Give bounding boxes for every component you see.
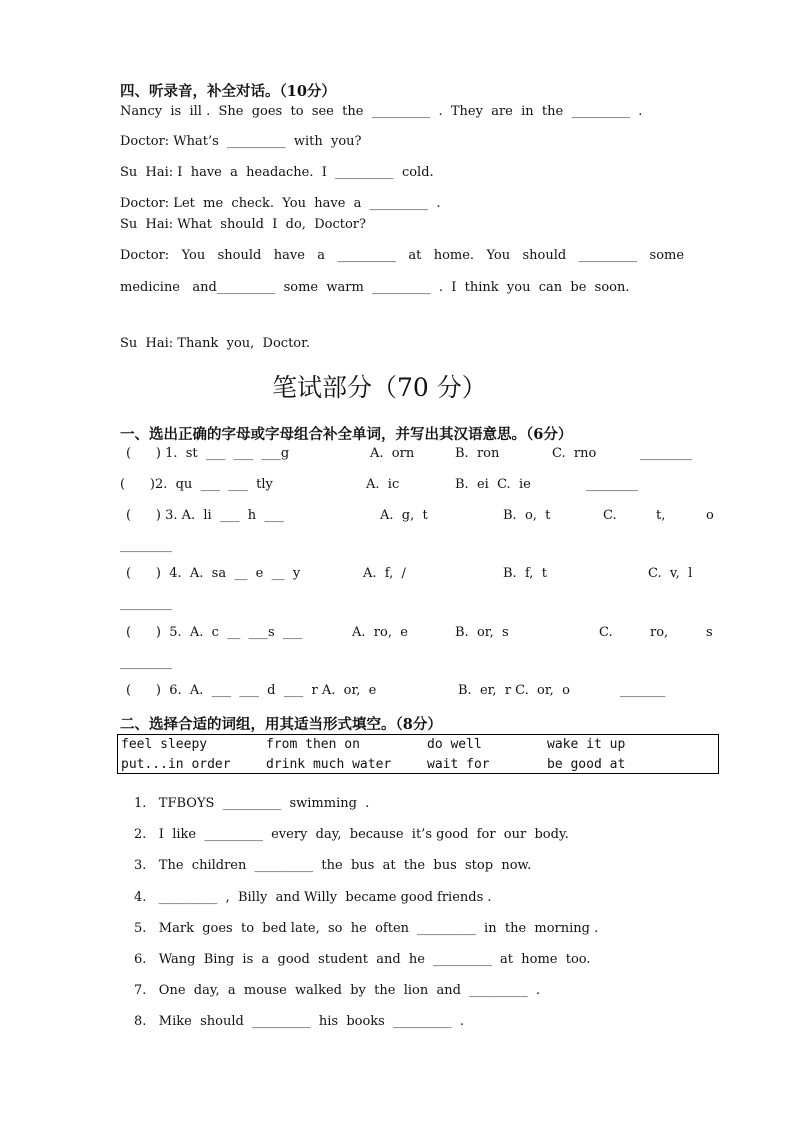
q3-option-c-part2: o: [706, 508, 714, 523]
page-title: 笔试部分（70 分）: [272, 373, 487, 402]
phrase-item: wait for: [427, 757, 490, 772]
list-item: 8. Mike should _________ his books _________ .: [134, 1014, 465, 1029]
q4-stem: ( ) 4. A. sa __ e __ y: [126, 566, 301, 581]
q1-stem: ( ) 1. st ___ ___ ___g: [126, 446, 290, 461]
q2-option-a: A. ic: [366, 477, 400, 492]
q3-stem: ( ) 3. A. li ___ h ___: [126, 508, 284, 523]
q2-answer-blank: ________: [586, 477, 638, 492]
list-item: 6. Wang Bing is a good student and he _________ at home too.: [134, 952, 591, 967]
dialogue-line-1: Nancy is ill . She goes to see the _________ . They are in the _________ .: [120, 104, 643, 119]
q5-answer-blank: ________: [120, 655, 172, 670]
list-item: 2. I like _________ every day, because it’s good for our body.: [134, 827, 569, 842]
q4-option-a: A. f, /: [363, 566, 406, 581]
q5-option-c: C.: [599, 625, 613, 640]
q6-answer-blank: _______: [620, 683, 666, 698]
dialogue-line-2: Doctor: What’s _________ with you?: [120, 134, 362, 149]
q3-option-c: C.: [603, 508, 617, 523]
dialogue-line-7: medicine and_________ some warm _________ . I think you can be soon.: [120, 280, 630, 295]
phrase-item: wake it up: [547, 737, 626, 752]
dialogue-line-5: Su Hai: What should I do, Doctor?: [120, 217, 366, 232]
q4-option-b: B. f, t: [503, 566, 547, 581]
q6-option-bc: B. er, r C. or, o: [458, 683, 570, 698]
q4-option-c: C. v, l: [648, 566, 693, 581]
q3-option-b: B. o, t: [503, 508, 551, 523]
dialogue-line-8: Su Hai: Thank you, Doctor.: [120, 336, 311, 351]
phrase-bank-box: [117, 734, 719, 774]
q3-option-c-part1: t,: [656, 508, 666, 523]
list-item: 3. The children _________ the bus at the bus stop now.: [134, 858, 532, 873]
q1-answer-blank: ________: [640, 446, 692, 461]
list-item: 7. One day, a mouse walked by the lion and _________ .: [134, 983, 541, 998]
dialogue-line-3: Su Hai: I have a headache. I _________ cold.: [120, 165, 434, 180]
q5-option-b: B. or, s: [455, 625, 509, 640]
q4-answer-blank: ________: [120, 596, 172, 611]
dialogue-line-6: Doctor: You should have a _________ at home. You should _________ some: [120, 248, 685, 263]
phrase-item: from then on: [266, 737, 360, 752]
q5-option-c-part1: ro,: [650, 625, 669, 640]
q3-answer-blank: ________: [120, 538, 172, 553]
phrase-item: put...in order: [121, 757, 231, 772]
q5-option-a: A. ro, e: [352, 625, 408, 640]
dialogue-line-4: Doctor: Let me check. You have a _________ .: [120, 196, 441, 211]
q1-option-b: B. ron: [455, 446, 500, 461]
section-heading-1: 一、选出正确的字母或字母组合补全单词，并写出其汉语意思。（6分）: [120, 426, 573, 443]
list-item: 5. Mark goes to bed late, so he often _________ in the morning .: [134, 921, 599, 936]
q3-option-a: A. g, t: [380, 508, 428, 523]
q2-option-bc: B. ei C. ie: [455, 477, 531, 492]
q1-option-a: A. orn: [370, 446, 415, 461]
q6-stem: ( ) 6. A. ___ ___ d ___ r A. or, e: [126, 683, 377, 698]
list-item: 4. _________ , Billy and Willy became good friends .: [134, 890, 492, 905]
q1-option-c: C. rno: [552, 446, 597, 461]
phrase-item: be good at: [547, 757, 626, 772]
q5-option-c-part2: s: [706, 625, 713, 640]
phrase-item: do well: [427, 737, 482, 752]
q5-stem: ( ) 5. A. c __ ___s ___: [126, 625, 303, 640]
section-heading-2: 二、选择合适的词组，用其适当形式填空。（8分）: [120, 716, 442, 733]
q2-stem: ( )2. qu ___ ___ tly: [120, 477, 273, 492]
phrase-item: drink much water: [266, 757, 392, 772]
section-heading-listening: 四、听录音，补全对话。（10分）: [120, 83, 336, 100]
list-item: 1. TFBOYS _________ swimming .: [134, 796, 370, 811]
phrase-item: feel sleepy: [121, 737, 208, 752]
